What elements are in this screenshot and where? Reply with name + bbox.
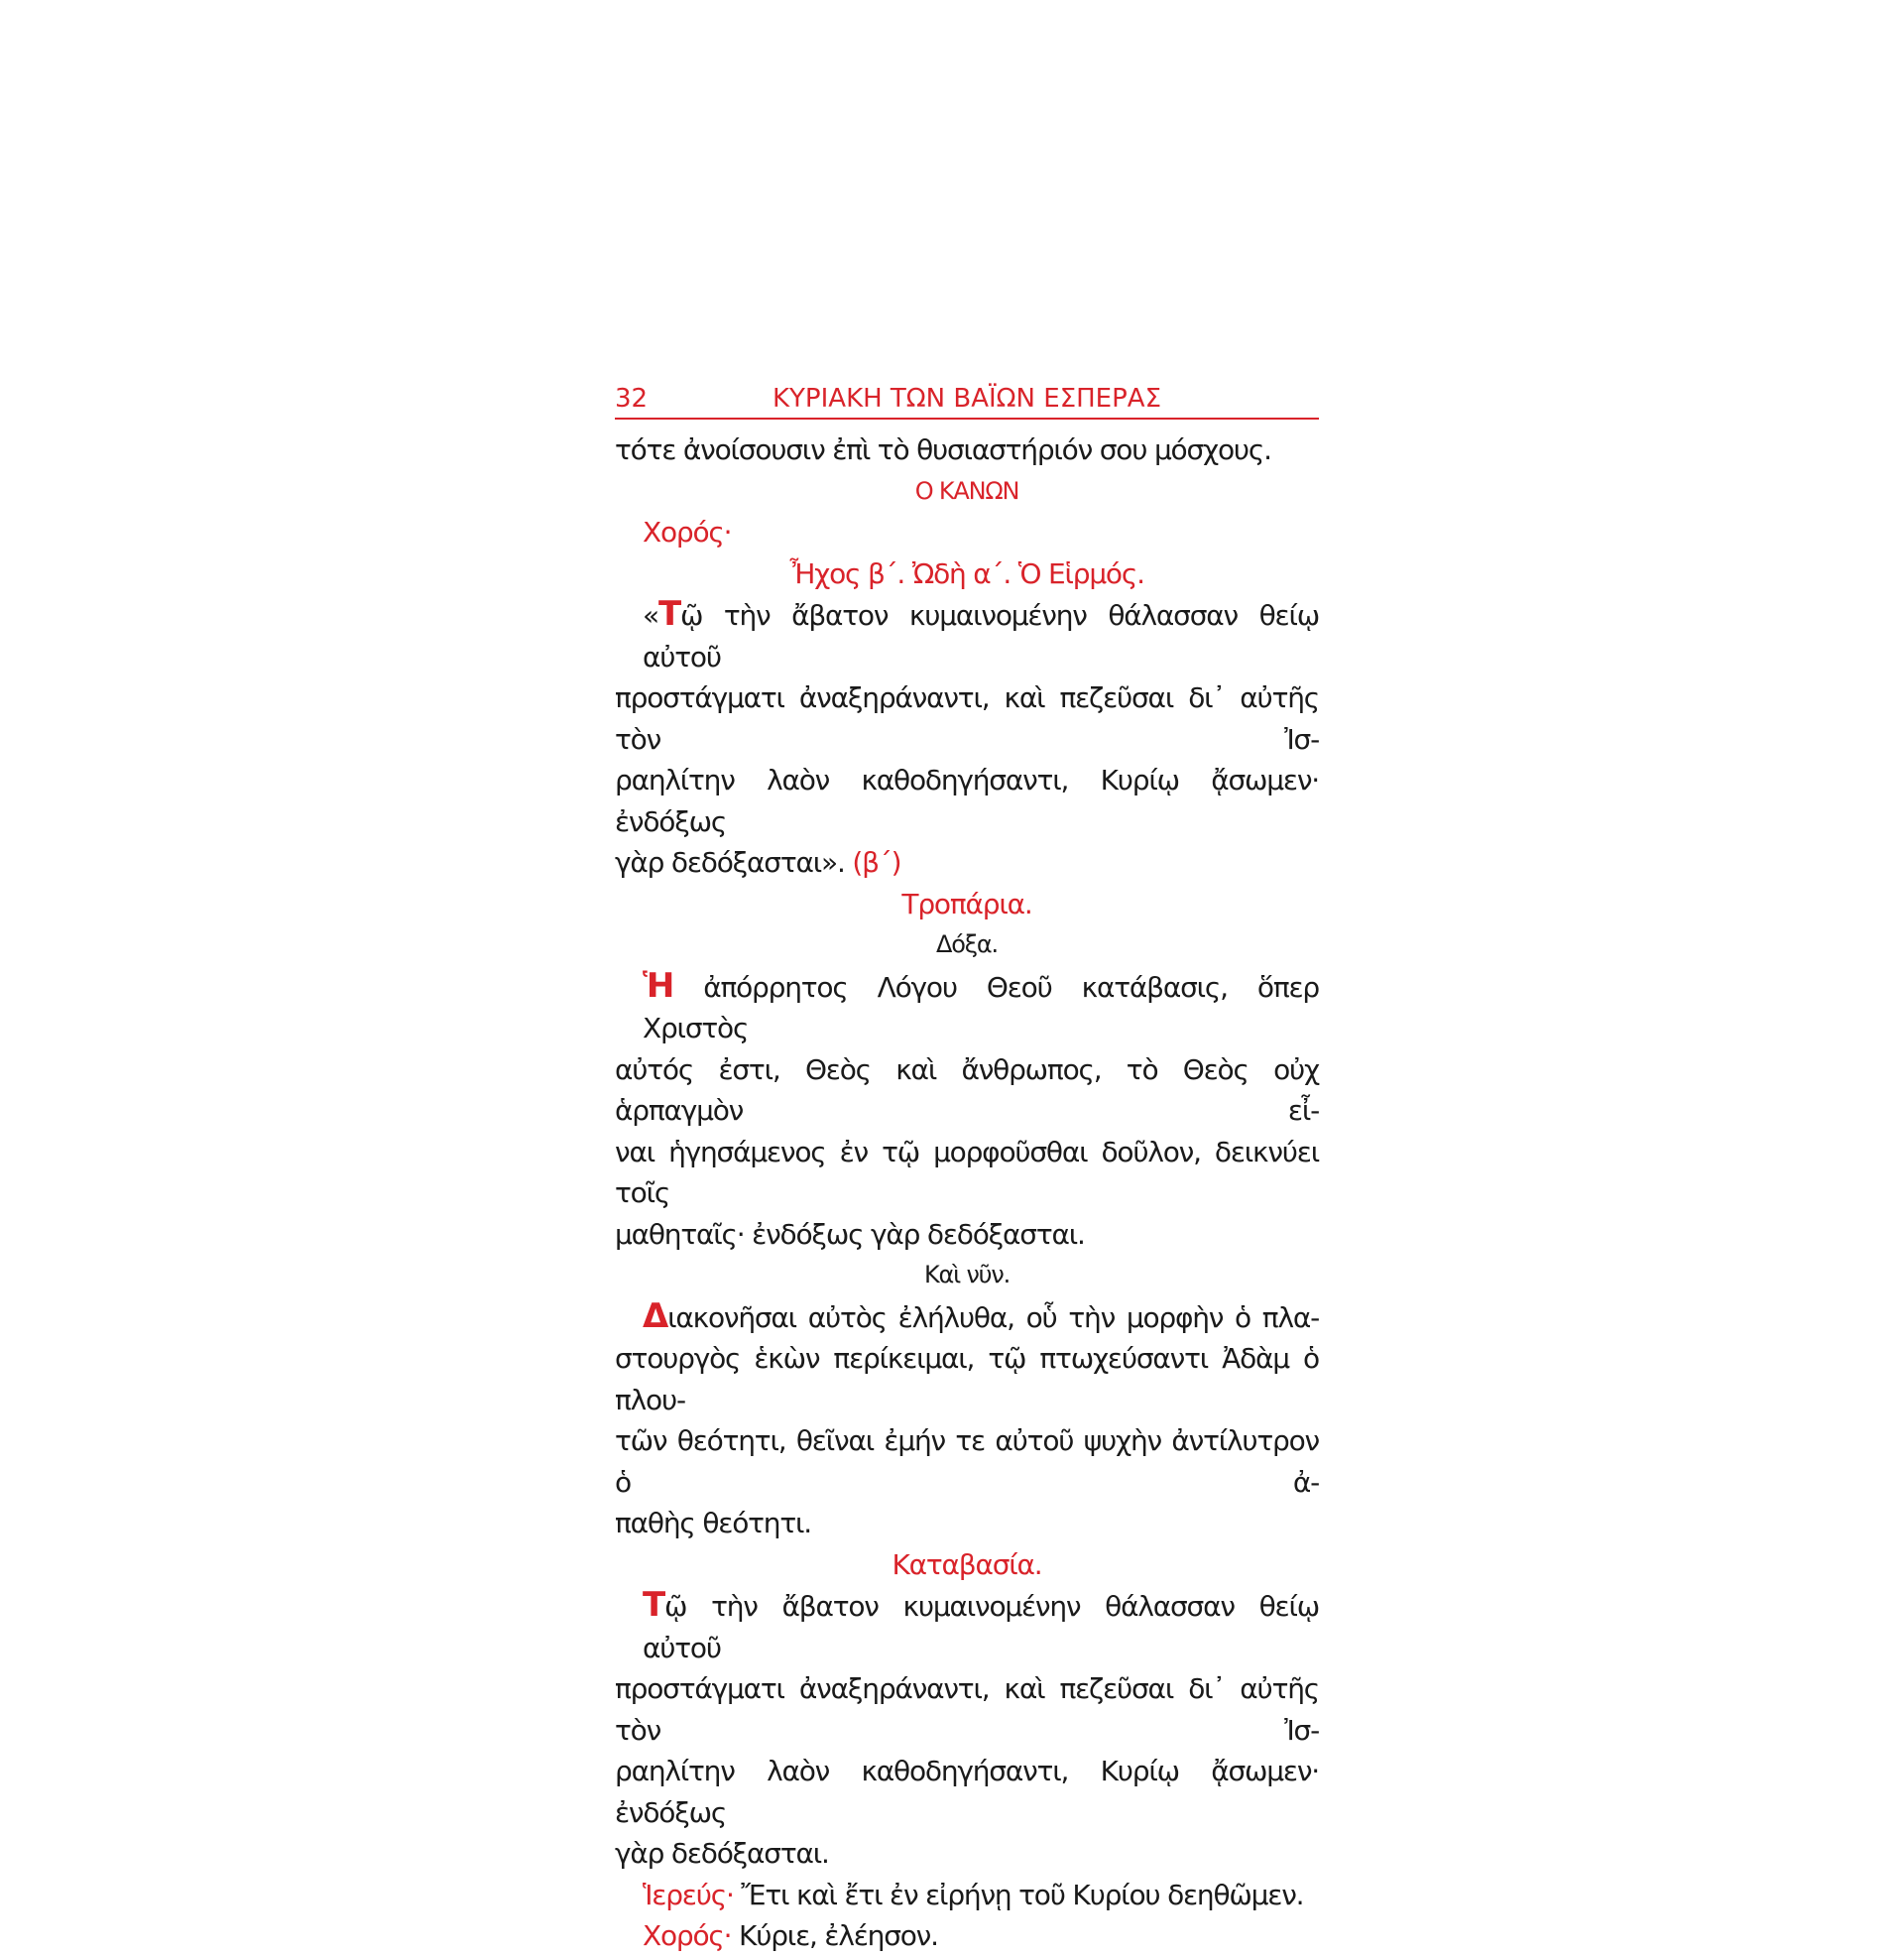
choir-response-label: Χορός· (643, 1919, 732, 1952)
troparion-line: παθὴς θεότητι. (615, 1507, 811, 1539)
page-body (615, 429, 1319, 1957)
drop-initial: Δ (643, 1295, 668, 1336)
page-header (615, 382, 1319, 420)
running-title: ΚΥΡΙΑΚΗ ΤΩΝ ΒΑΪΩΝ ΕΣΠΕΡΑΣ (773, 384, 1161, 414)
troparion-2 (615, 1296, 1319, 1544)
troparion-line: ἀπόρρητος Λόγου Θεοῦ κατάβασις, ὅπερ Χριστὸς (643, 970, 1319, 1044)
repeat-marker: (β΄) (852, 846, 901, 879)
priest-line (615, 1875, 1319, 1916)
kai-nyn-label: Καὶ νῦν. (923, 1261, 1011, 1288)
drop-initial: Τ (657, 594, 680, 634)
troparion-1 (615, 966, 1319, 1256)
priest-label: Ἱερεύς· (643, 1878, 734, 1911)
irmos-line: γὰρ δεδόξασται». (615, 846, 845, 879)
drop-initial: Τ (643, 1585, 664, 1625)
irmos-line: ῷ τὴν ἄβατον κυμαινομένην θάλασσαν θείῳ αὐτοῦ (643, 599, 1319, 673)
troparion-line: στουργὸς ἑκὼν περίκειμαι, τῷ πτωχεύσαντι Ἀδὰμ ὁ πλου- (615, 1342, 1319, 1416)
choir-response-line (615, 1915, 1319, 1957)
opening-line: τότε ἀνοίσουσιν ἐπὶ τὸ θυσιαστήριόν σου μόσχους. (615, 433, 1271, 466)
troparia-heading: Τροπάρια. (901, 887, 1032, 920)
troparion-line: αὐτός ἐστι, Θεὸς καὶ ἄνθρωπος, τὸ Θεὸς οὐχ ἁρπαγμὸν εἶ- (615, 1052, 1319, 1127)
troparion-line: ιακονῆσαι αὐτὸς ἐλήλυθα, οὗ τὴν μορφὴν ὁ πλα- (667, 1300, 1319, 1334)
troparion-line: ναι ἡγησάμενος ἐν τῷ μορφοῦσθαι δοῦλον, δεικνύει τοῖς (615, 1135, 1319, 1209)
quote-mark: « (643, 599, 658, 632)
katavasia-line: γὰρ δεδόξασται. (615, 1837, 829, 1870)
choir-label: Χορός· (643, 516, 732, 549)
katavasia-line: ῷ τὴν ἄβατον κυμαινομένην θάλασσαν θείῳ αὐτοῦ (643, 1590, 1319, 1664)
troparion-line: τῶν θεότητι, θεῖναι ἐμήν τε αὐτοῦ ψυχὴν ἀντίλυτρον ὁ ἀ- (615, 1424, 1319, 1499)
choir-response-text: Κύριε, ἐλέησον. (731, 1919, 938, 1952)
irmos-line: προστάγματι ἀναξηράναντι, καὶ πεζεῦσαι δι᾽ αὐτῆς τὸν Ἰσ- (615, 681, 1319, 756)
katavasia-paragraph (615, 1585, 1319, 1875)
katavasia-heading: Καταβασία. (892, 1547, 1042, 1581)
doxa-label: Δόξα. (936, 930, 998, 958)
priest-text: Ἔτι καὶ ἔτι ἐν εἰρήνῃ τοῦ Κυρίου δεηθῶμεν. (733, 1878, 1304, 1911)
irmos-line: ραηλίτην λαὸν καθοδηγήσαντι, Κυρίῳ ᾄσωμεν· ἐνδόξως (615, 764, 1319, 838)
katavasia-line: προστάγματι ἀναξηράναντι, καὶ πεζεῦσαι δι᾽ αὐτῆς τὸν Ἰσ- (615, 1672, 1319, 1747)
troparion-line: μαθηταῖς· ἐνδόξως γὰρ δεδόξασται. (615, 1217, 1085, 1251)
page-number: 32 (615, 384, 649, 414)
book-page (615, 382, 1319, 1957)
canon-heading: Ο ΚΑΝΩΝ (914, 476, 1019, 505)
katavasia-line: ραηλίτην λαὸν καθοδηγήσαντι, Κυρίῳ ᾄσωμεν· ἐνδόξως (615, 1755, 1319, 1829)
tone-heading: Ἦχος β΄. Ὠδὴ α΄. Ὁ Εἱρμός. (789, 556, 1144, 590)
drop-initial: Ἡ (643, 965, 674, 1006)
irmos-paragraph (615, 594, 1319, 884)
